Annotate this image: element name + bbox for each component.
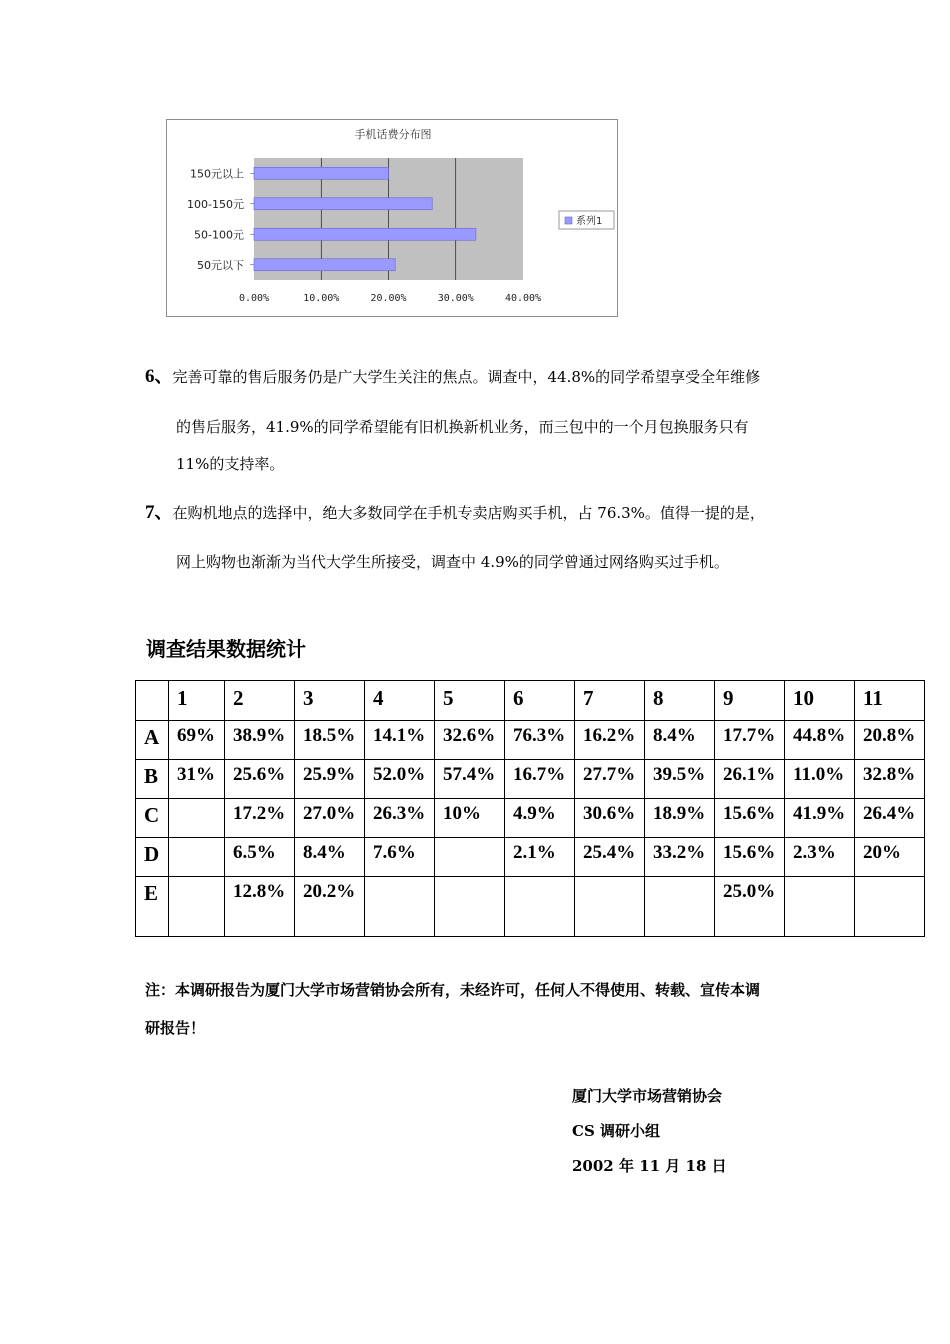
table-cell: 25.6% — [225, 760, 295, 799]
table-cell: 38.9% — [225, 721, 295, 760]
copyright-note-cont: 研报告！ — [145, 1019, 206, 1037]
header-cell: 6 — [505, 681, 575, 721]
table-cell — [169, 877, 225, 937]
table-cell — [365, 877, 435, 937]
table-cell: 18.9% — [645, 799, 715, 838]
table-cell — [785, 877, 855, 937]
bar — [254, 228, 476, 240]
table-cell: 27.7% — [575, 760, 645, 799]
bar — [254, 259, 395, 271]
table-cell: 20% — [855, 838, 925, 877]
table-cell: 39.5% — [645, 760, 715, 799]
table-cell: 4.9% — [505, 799, 575, 838]
table-cell: 16.7% — [505, 760, 575, 799]
table-cell: 2.1% — [505, 838, 575, 877]
category-label: 50-100元 — [194, 228, 244, 242]
copyright-note: 注：本调研报告为厦门大学市场营销协会所有，未经许可，任何人不得使用、转载、宣传本调 — [145, 981, 761, 999]
item-number: 6 — [145, 366, 155, 387]
legend-swatch — [565, 217, 572, 224]
category-label: 50元以下 — [197, 258, 244, 272]
table-cell: 8.4% — [295, 838, 365, 877]
header-cell: 9 — [715, 681, 785, 721]
table-cell: 18.5% — [295, 721, 365, 760]
table-cell: 44.8% — [785, 721, 855, 760]
row-label: A — [136, 721, 169, 760]
row-label: B — [136, 760, 169, 799]
table-cell: 12.8% — [225, 877, 295, 937]
x-tick-labels — [239, 293, 541, 304]
table-cell: 69% — [169, 721, 225, 760]
table-cell: 33.2% — [645, 838, 715, 877]
bar — [254, 167, 389, 179]
x-tick-label: 10.00% — [303, 293, 340, 304]
table-cell: 25.4% — [575, 838, 645, 877]
table-cell: 26.4% — [855, 799, 925, 838]
table-cell: 10% — [435, 799, 505, 838]
table-row — [136, 877, 925, 937]
paragraph-line: 的售后服务，41.9%的同学希望能有旧机换新机业务，而三包中的一个月包换服务只有 — [176, 418, 749, 436]
table-cell: 15.6% — [715, 838, 785, 877]
x-tick-label: 0.00% — [238, 293, 270, 304]
table-row — [136, 721, 925, 760]
category-labels — [187, 166, 244, 272]
row-label: D — [136, 838, 169, 877]
table-cell: 52.0% — [365, 760, 435, 799]
signature-team: CS 调研小组 — [572, 1122, 660, 1140]
item-separator: 、 — [154, 502, 173, 523]
table-cell — [855, 877, 925, 937]
category-label: 100-150元 — [187, 197, 244, 211]
table-cell: 7.6% — [365, 838, 435, 877]
table-cell — [435, 838, 505, 877]
header-cell: 8 — [645, 681, 715, 721]
table-row — [136, 838, 925, 877]
table-cell: 11.0% — [785, 760, 855, 799]
table-cell: 25.9% — [295, 760, 365, 799]
table-cell — [169, 799, 225, 838]
table-cell — [435, 877, 505, 937]
results-table — [135, 680, 925, 937]
row-label: C — [136, 799, 169, 838]
chart-canvas — [167, 120, 619, 318]
table-cell: 41.9% — [785, 799, 855, 838]
table-cell: 32.6% — [435, 721, 505, 760]
paragraph-line: 网上购物也渐渐为当代大学生所接受，调查中 4.9%的同学曾通过网络购买过手机。 — [176, 553, 729, 571]
table-cell — [169, 838, 225, 877]
signature-org: 厦门大学市场营销协会 — [572, 1087, 723, 1105]
table-row — [136, 799, 925, 838]
table-cell: 6.5% — [225, 838, 295, 877]
table-cell: 2.3% — [785, 838, 855, 877]
table-cell: 14.1% — [365, 721, 435, 760]
row-label: E — [136, 877, 169, 937]
table-cell: 27.0% — [295, 799, 365, 838]
table-cell: 15.6% — [715, 799, 785, 838]
table-cell — [575, 877, 645, 937]
table-cell — [505, 877, 575, 937]
table-cell: 16.2% — [575, 721, 645, 760]
table-cell: 26.1% — [715, 760, 785, 799]
table-cell: 20.8% — [855, 721, 925, 760]
paragraph-text: 完善可靠的售后服务仍是广大学生关注的焦点。调查中，44.8%的同学希望享受全年维修 — [172, 368, 761, 386]
signature-date: 2002 年 11 月 18 日 — [572, 1157, 727, 1175]
paragraph-line: 11%的支持率。 — [176, 455, 285, 473]
x-tick-label: 40.00% — [504, 293, 542, 304]
table-cell: 17.7% — [715, 721, 785, 760]
header-cell: 4 — [365, 681, 435, 721]
table-cell — [645, 877, 715, 937]
bar — [254, 198, 432, 210]
x-tick-label: 30.00% — [437, 293, 474, 304]
table-cell: 32.8% — [855, 760, 925, 799]
header-cell: 10 — [785, 681, 855, 721]
item-number: 7 — [145, 502, 155, 523]
table-row — [136, 760, 925, 799]
header-cell: 3 — [295, 681, 365, 721]
table-header-row — [136, 681, 925, 721]
table-cell: 57.4% — [435, 760, 505, 799]
table-cell: 26.3% — [365, 799, 435, 838]
category-label: 150元以上 — [190, 167, 244, 181]
item-separator: 、 — [154, 366, 173, 387]
header-cell: 1 — [169, 681, 225, 721]
chart-title: 手机话费分布图 — [354, 128, 432, 141]
table-cell: 20.2% — [295, 877, 365, 937]
table-cell: 30.6% — [575, 799, 645, 838]
section-title: 调查结果数据统计 — [146, 637, 306, 661]
x-tick-label: 20.00% — [370, 293, 407, 304]
header-cell: 11 — [855, 681, 925, 721]
paragraph-6 — [145, 366, 761, 387]
paragraph-7 — [145, 502, 765, 523]
table-cell: 31% — [169, 760, 225, 799]
paragraph-text: 在购机地点的选择中，绝大多数同学在手机专卖店购买手机，占 76.3%。值得一提的是， — [172, 504, 765, 522]
header-cell — [136, 681, 169, 721]
legend-label: 系列1 — [576, 216, 603, 227]
table-cell: 17.2% — [225, 799, 295, 838]
table-cell: 25.0% — [715, 877, 785, 937]
phone-bill-chart — [166, 119, 618, 317]
table-cell: 76.3% — [505, 721, 575, 760]
header-cell: 5 — [435, 681, 505, 721]
table-cell: 8.4% — [645, 721, 715, 760]
legend — [559, 211, 614, 229]
header-cell: 7 — [575, 681, 645, 721]
header-cell: 2 — [225, 681, 295, 721]
